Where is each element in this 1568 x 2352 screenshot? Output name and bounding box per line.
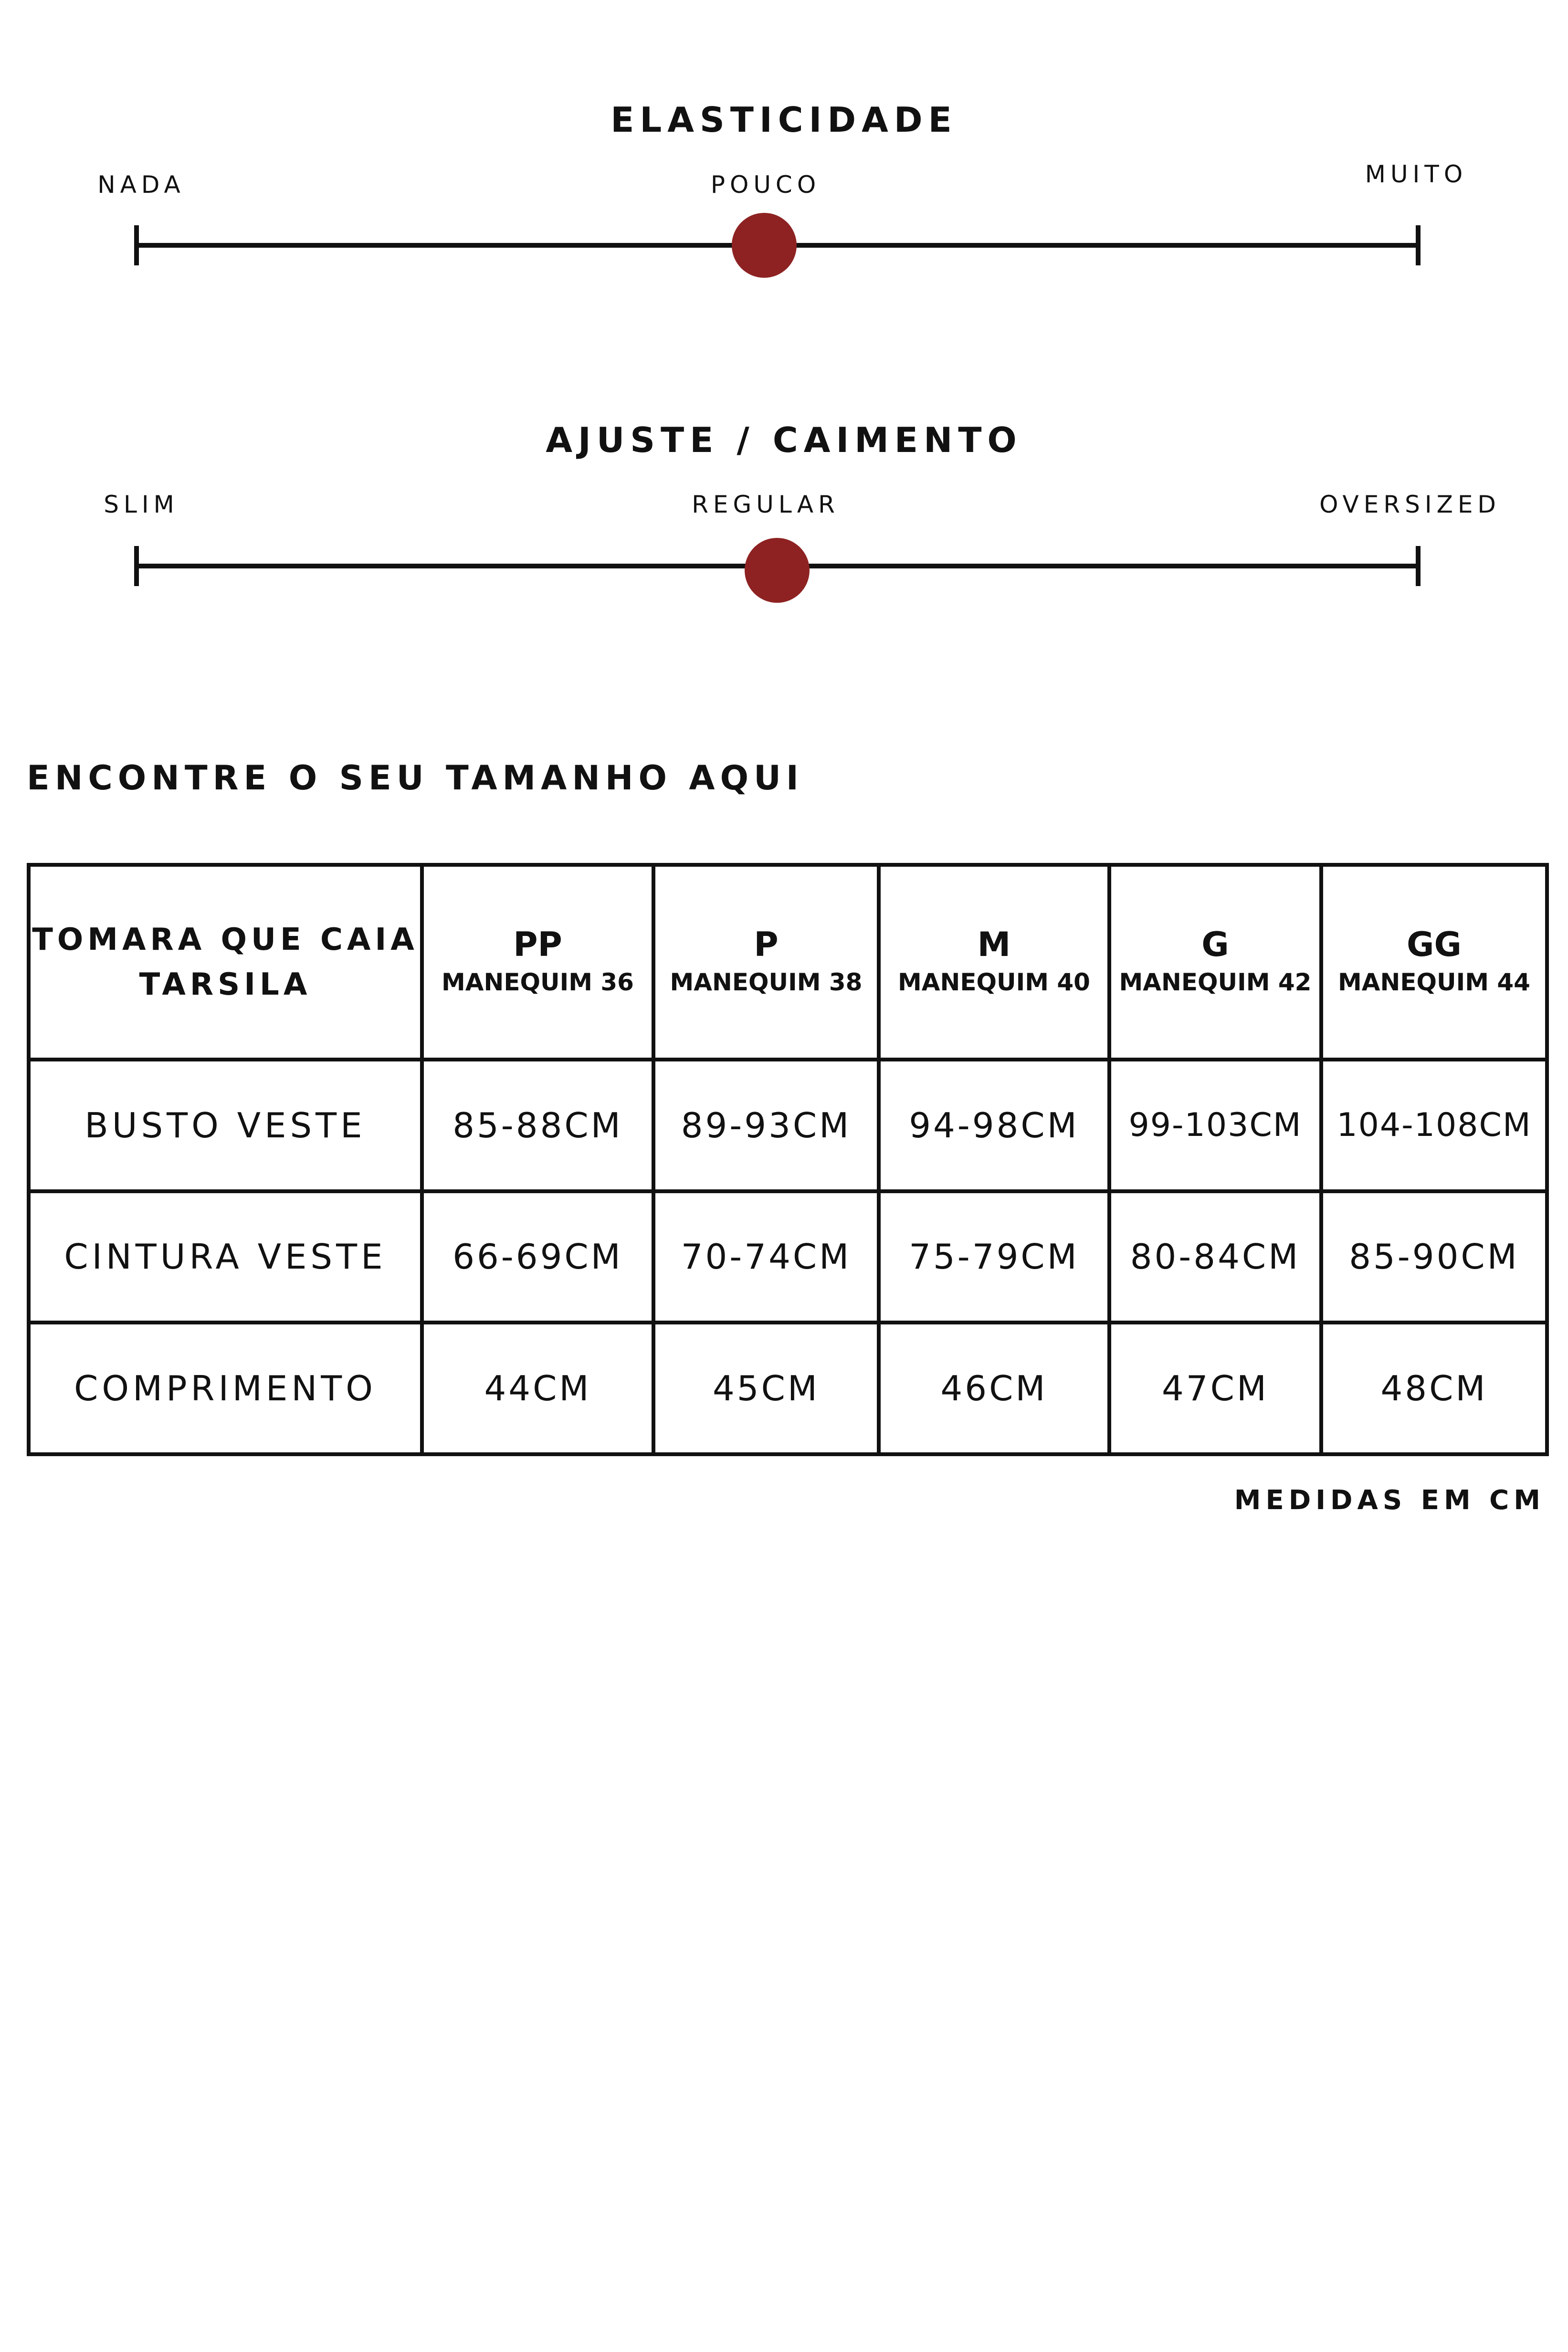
table-row-waist	[29, 1191, 1547, 1323]
elasticity-label-much: MUITO	[1365, 160, 1468, 188]
measurement-note: MEDIDAS EM CM	[1234, 1485, 1545, 1516]
fit-tick-start	[134, 546, 139, 586]
size-model: MANEQUIM 40	[898, 968, 1090, 996]
table-cell: 94-98CM	[879, 1060, 1109, 1191]
table-cell: 46CM	[879, 1323, 1109, 1454]
table-cell: 47CM	[1109, 1323, 1321, 1454]
table-cell: 85-90CM	[1321, 1191, 1547, 1323]
elasticity-label-little: POUCO	[710, 171, 821, 199]
fit-label-slim: SLIM	[104, 491, 179, 518]
size-table-header-row	[29, 865, 1547, 1060]
size-header-gg	[1321, 865, 1547, 1060]
size-header-pp	[422, 865, 653, 1060]
elasticity-tick-start	[134, 225, 139, 265]
row-label: BUSTO VESTE	[29, 1060, 422, 1191]
fit-label-oversized: OVERSIZED	[1319, 491, 1501, 518]
table-cell: 85-88CM	[422, 1060, 653, 1191]
table-row-length	[29, 1323, 1547, 1454]
size-code: PP	[513, 925, 562, 964]
size-code: G	[1201, 925, 1229, 964]
elasticity-title: ELASTICIDADE	[610, 100, 958, 140]
table-cell: 75-79CM	[879, 1191, 1109, 1323]
size-table	[27, 863, 1549, 1456]
size-code: P	[754, 925, 779, 964]
product-name: TOMARA QUE CAIA TARSILA	[32, 922, 419, 1002]
size-header-g	[1109, 865, 1321, 1060]
size-model: MANEQUIM 38	[670, 968, 863, 996]
product-name-cell	[29, 865, 422, 1060]
table-cell: 66-69CM	[422, 1191, 653, 1323]
size-code: GG	[1407, 925, 1462, 964]
table-cell: 45CM	[653, 1323, 879, 1454]
size-code: M	[977, 925, 1011, 964]
fit-title: AJUSTE / CAIMENTO	[546, 420, 1022, 460]
table-cell: 80-84CM	[1109, 1191, 1321, 1323]
size-header-p	[653, 865, 879, 1060]
table-cell: 104-108CM	[1321, 1060, 1547, 1191]
table-cell: 48CM	[1321, 1323, 1547, 1454]
fit-tick-end	[1416, 546, 1421, 586]
elasticity-tick-end	[1416, 225, 1421, 265]
elasticity-label-none: NADA	[97, 171, 185, 199]
table-cell: 44CM	[422, 1323, 653, 1454]
table-row-bust	[29, 1060, 1547, 1191]
table-cell: 99-103CM	[1109, 1060, 1321, 1191]
size-section-title: ENCONTRE O SEU TAMANHO AQUI	[27, 758, 804, 798]
size-model: MANEQUIM 42	[1119, 968, 1312, 996]
size-header-m	[879, 865, 1109, 1060]
table-cell: 70-74CM	[653, 1191, 879, 1323]
row-label: COMPRIMENTO	[29, 1323, 422, 1454]
size-model: MANEQUIM 44	[1338, 968, 1530, 996]
fit-label-regular: REGULAR	[692, 491, 840, 518]
table-cell: 89-93CM	[653, 1060, 879, 1191]
size-model: MANEQUIM 36	[442, 968, 634, 996]
row-label: CINTURA VESTE	[29, 1191, 422, 1323]
fit-marker	[745, 538, 810, 603]
elasticity-marker	[732, 213, 797, 278]
